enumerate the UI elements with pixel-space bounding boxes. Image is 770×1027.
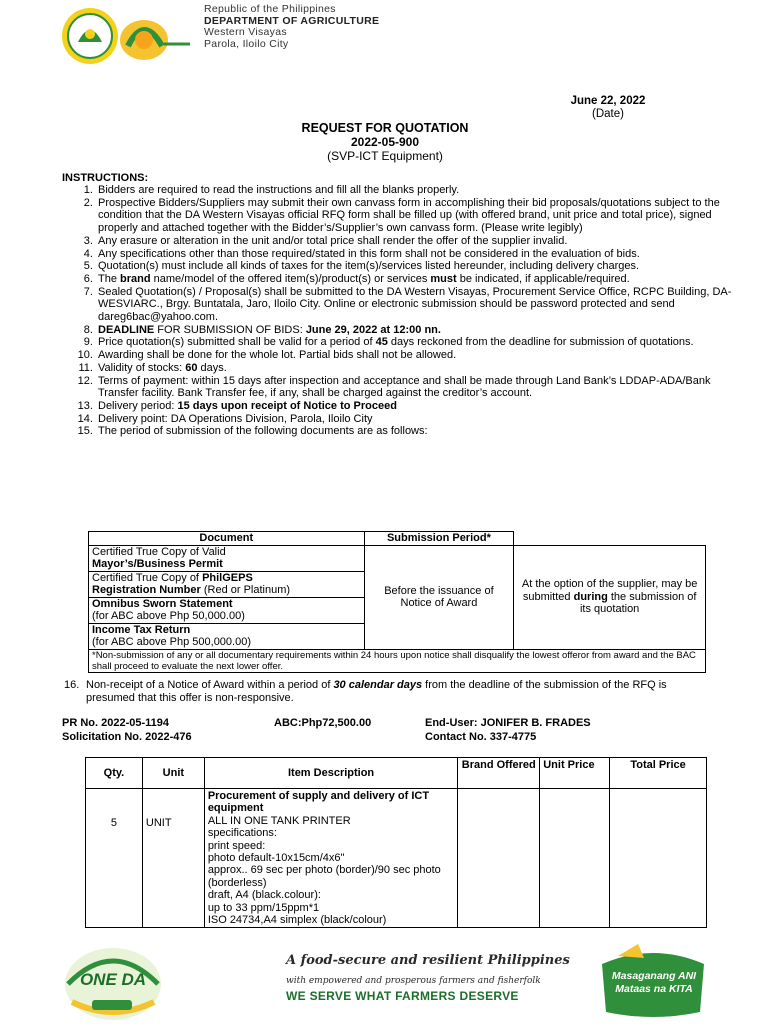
docs-row-philgeps: Certified True Copy of PhilGEPS Registration Number (Red or Platinum) (89, 571, 365, 597)
items-header-total-price: Total Price (610, 758, 707, 789)
docs-header-period: Submission Period* (364, 532, 514, 546)
instruction-item: 7. Sealed Quotation(s) / Proposal(s) shall be submitted to the DA Western Visayas, Procurement Service Office, RCPC Building, DA-WESVIARC., Brgy. Buntatala, Jaro, Iloilo City. Online or electronic submission should be password protected and send dareg6bac@yahoo.com. (96, 286, 746, 324)
instruction-item: 8. DEADLINE FOR SUBMISSION OF BIDS: June 29, 2022 at 12:00 nn. (96, 324, 746, 337)
end-user: End-User: JONIFER B. FRADES (425, 717, 591, 729)
item-unit-price-cell[interactable] (540, 789, 610, 928)
docs-header-blank (514, 532, 706, 546)
spec-line: approx.. 69 sec per photo (border)/90 sec photo (borderless) (207, 864, 441, 889)
instruction-item: 4. Any specifications other than those required/stated in this form shall not be considered in the evaluation of bids. (96, 248, 746, 261)
items-header-unit: Unit (142, 758, 204, 789)
docs-period-before-award: Before the issuance of Notice of Award (364, 545, 514, 649)
ani-kita-logo-text: Masaganang ANI Mataas na KITA (611, 970, 697, 995)
instruction-item: 14. Delivery point: DA Operations Division, Parola, Iloilo City (96, 413, 746, 426)
header-region: Western Visayas (204, 26, 287, 38)
rfq-number: 2022-05-900 (350, 135, 420, 149)
title-main: REQUEST FOR QUOTATION (301, 121, 469, 135)
item-total-price-cell[interactable] (610, 789, 707, 928)
contact-number: Contact No. 337-4775 (425, 731, 537, 743)
docs-header-document: Document (89, 532, 365, 546)
solicitation-number: Solicitation No. 2022-476 (62, 731, 192, 743)
one-da-logo (62, 944, 164, 1022)
docs-row-omnibus: Omnibus Sworn Statement (for ABC above Php 50,000.00) (89, 597, 365, 623)
item-brand-cell[interactable] (458, 789, 540, 928)
date-block (548, 95, 668, 121)
instruction-item: 3. Any erasure or alteration in the unit and/or total price shall render the offer of the supplier invalid. (96, 235, 746, 248)
instruction-item: 9. Price quotation(s) submitted shall be valid for a period of 45 days reckoned from the deadline for submission of quotations. (96, 336, 746, 349)
item-unit: UNIT (142, 789, 204, 928)
agency-header (204, 4, 379, 50)
spec-line: up to 33 ppm/15ppm*1 (207, 901, 320, 914)
instruction-item: 6. The brand name/model of the offered item(s)/product(s) or services must be indicated, if applicable/required. (96, 273, 746, 286)
document-title (0, 121, 770, 163)
spec-line: draft, A4 (black.colour): (207, 889, 321, 902)
instruction-item: 1. Bidders are required to read the instructions and fill all the blanks properly. (96, 184, 746, 197)
instruction-item: 12. Terms of payment: within 15 days after inspection and acceptance and shall be made through Land Bank’s LDDAP-ADA/Bank Transfer facility. Bank Transfer fee, if any, shall be charged against the creditor’s account. (96, 375, 746, 400)
spec-line: ALL IN ONE TANK PRINTER (207, 814, 351, 827)
instruction-item: 2. Prospective Bidders/Suppliers may submit their own canvass form in accomplishing their bid proposals/quotations subject to the condition that the DA Western Visayas official RFQ form shall be filled up (with offered brand, unit price and total price), signed properly and attached together with the Bidder’s/Supplier’s own canvass form. (Please write legibly) (96, 197, 746, 235)
items-header-brand: Brand Offered (458, 758, 540, 789)
masaganang-ani-logo (598, 942, 708, 1020)
footer-taglines (286, 953, 586, 1003)
docs-period-supplier-option: At the option of the supplier, may be submitted during the submission of its quotation (514, 545, 706, 649)
instruction-item: 5. Quotation(s) must include all kinds of taxes for the item(s)/services listed hereunder, including delivery charges. (96, 260, 746, 273)
instruction-item: 11. Validity of stocks: 60 days. (96, 362, 746, 375)
footer-tagline: A food-secure and resilient Philippines (286, 953, 570, 968)
item-qty: 5 (86, 789, 143, 928)
instructions-list (62, 184, 746, 438)
instructions-heading: INSTRUCTIONS: (62, 172, 149, 184)
date-caption: (Date) (592, 108, 624, 120)
footer-motto: WE SERVE WHAT FARMERS DESERVE (286, 989, 519, 1003)
items-header-qty: Qty. (86, 758, 143, 789)
docs-row-mayors-permit: Certified True Copy of Valid Mayor’s/Business Permit (89, 545, 365, 571)
department-seal-logo (58, 4, 198, 66)
spec-line: photo default-10x15cm/4x6" (207, 852, 345, 865)
instruction-item-16: 16. Non-receipt of a Notice of Award within a period of 30 calendar days from the deadline of the submission of the RFQ is presumed that this offer is non-responsive. (64, 679, 667, 704)
docs-note: *Non-submission of any or all documentary requirements within 24 hours upon notice shall disqualify the lowest offeror from award and the BAC shall proceed to evaluate the next lower offer. (89, 649, 706, 672)
abc-amount: ABC:Php72,500.00 (274, 717, 372, 729)
header-republic: Republic of the Philippines (204, 3, 336, 15)
header-department: DEPARTMENT OF AGRICULTURE (204, 14, 380, 27)
instruction-item: 15. The period of submission of the following documents are as follows: (96, 425, 746, 438)
items-table (85, 757, 707, 928)
pr-number: PR No. 2022-05-1194 (62, 717, 170, 729)
one-da-logo-text: ONE DA (79, 970, 147, 989)
spec-line: print speed: (207, 839, 266, 852)
spec-line: specifications: (207, 827, 277, 840)
instruction-item: 10. Awarding shall be done for the whole lot. Partial bids shall not be allowed. (96, 349, 746, 362)
item-description-head: Procurement of supply and delivery of ICT equipment (207, 790, 430, 815)
title-sub: (SVP-ICT Equipment) (327, 149, 443, 163)
item-description (204, 789, 458, 928)
docs-row-itr: Income Tax Return (for ABC above Php 500,000.00) (89, 623, 365, 649)
spec-line: ISO 24734,A4 simplex (black/colour) (207, 914, 387, 927)
documents-table (88, 531, 706, 673)
instruction-item: 13. Delivery period: 15 days upon receipt of Notice to Proceed (96, 400, 746, 413)
items-header-description: Item Description (204, 758, 458, 789)
date-value: June 22, 2022 (570, 95, 646, 107)
footer-subtagline: with empowered and prosperous farmers and fisherfolk (286, 976, 541, 986)
header-address: Parola, Iloilo City (204, 37, 289, 50)
items-header-unit-price: Unit Price (540, 758, 610, 789)
